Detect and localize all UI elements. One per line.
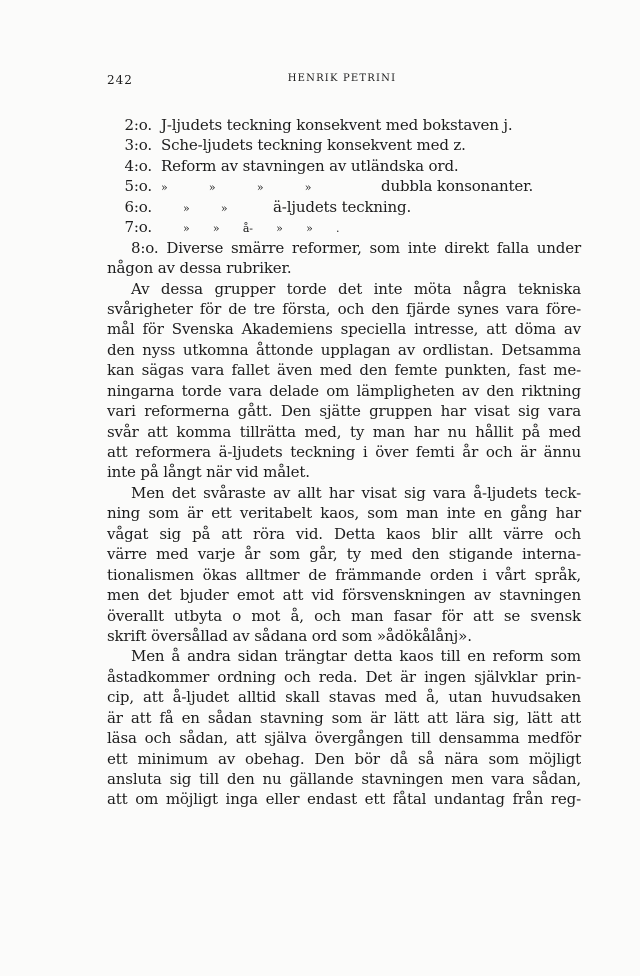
paragraph-line: tionalismen ökas alltmer de främmande orden i vårt språk, [107,565,581,584]
paragraph-line: skrift översållad av sådana ord som »ådökålånj». [107,626,472,645]
paragraph-line: den nyss utkomna åttonde upplagan av ordlistan. Detsamma [107,340,581,359]
paragraph-line: inte på långt när vid målet. [107,463,310,482]
list-item [107,176,581,196]
list-item [107,238,581,258]
paragraph-line: Av dessa grupper torde det inte möta några tekniska [131,279,581,298]
list-number: 7:o. [124,218,152,237]
list-text: J-ljudets teckning konsekvent med bokstaven j. [161,116,513,134]
paragraph-line: ansluta sig till den nu gällande stavningen men vara sådan, [107,770,581,788]
paragraph-line: är att få en sådan stavning som är lätt att lära sig, lätt att [107,708,581,727]
list-number: 5:o. [124,177,152,196]
paragraph-line: vågat sig på att röra vid. Detta kaos blir allt värre och [107,524,581,543]
page-body [107,115,581,810]
list-text: dubbla konsonanter. [381,177,534,196]
ditto-marks: » » å- » » . [183,222,340,236]
paragraph-line: att reformera ä-ljudets teckning i över femti år och är ännu [107,443,581,461]
paragraph-line: ett minimum av obehag. Den bör då så nära som möjligt [107,749,581,768]
list-item [107,217,581,237]
paragraph-line: värre med varje år som går, ty med den stigande interna- [107,545,581,564]
running-title: HENRIK PETRINI [287,73,397,84]
list-number: 6:o. [124,197,152,216]
paragraph-line: Men det svåraste av allt har visat sig vara å-ljudets teck- [131,483,581,502]
list-number: 3:o. [124,136,152,155]
list-text: Reform av stavningen av utländska ord. [161,156,459,175]
paragraph-line: ning som är ett veritabelt kaos, som man inte en gång har [107,504,581,523]
paragraph-line: svårigheter för de tre första, och den fjärde synes vara före- [107,299,581,318]
paragraph-line: svår att komma tillrätta med, ty man har nu hållit på med [107,422,581,441]
list-item [107,197,581,217]
paragraph-line: vari reformerna gått. Den sjätte gruppen har visat sig vara [107,402,581,421]
list-item-continuation: någon av dessa rubriker. [107,259,292,278]
list-item [107,135,581,155]
paragraph-line: att om möjligt inga eller endast ett fåtal undantag från reg- [107,790,581,809]
paragraph-line: åstadkommer ordning och reda. Det är ingen självklar prin- [107,667,581,686]
list-text: ä-ljudets teckning. [273,197,412,216]
page-number: 242 [107,73,133,87]
paragraph-line: läsa och sådan, att själva övergången till densamma medför [107,729,581,748]
paragraph-line: överallt utbyta o mot å, och man fasar för att se svensk [107,606,581,625]
list-text: Diverse smärre reformer, som inte direkt falla under [166,238,581,257]
list-item [107,156,581,176]
page-header [107,73,577,89]
paragraph-line: men det bjuder emot att vid försvenskningen av stavningen [107,586,581,605]
paragraph-line: kan sägas vara fallet även med den femte punkten, fast me- [107,361,581,380]
list-number: 4:o. [124,156,152,175]
ditto-marks: » » [183,201,228,215]
list-number: 8:o. [131,238,159,257]
list-text: Sche-ljudets teckning konsekvent med z. [161,136,466,155]
list-number: 2:o. [124,116,152,134]
list-item [107,115,581,135]
paragraph-line: cip, att å-ljudet alltid skall stavas med å, utan huvudsaken [107,688,581,707]
paragraph-line: ningarna torde vara delade om lämpligheten av den riktning [107,381,581,400]
paragraph-line: mål för Svenska Akademiens speciella intresse, att döma av [107,320,581,339]
ditto-marks: » » » » [161,181,312,195]
paragraph-line: Men å andra sidan trängtar detta kaos till en reform som [131,647,581,666]
